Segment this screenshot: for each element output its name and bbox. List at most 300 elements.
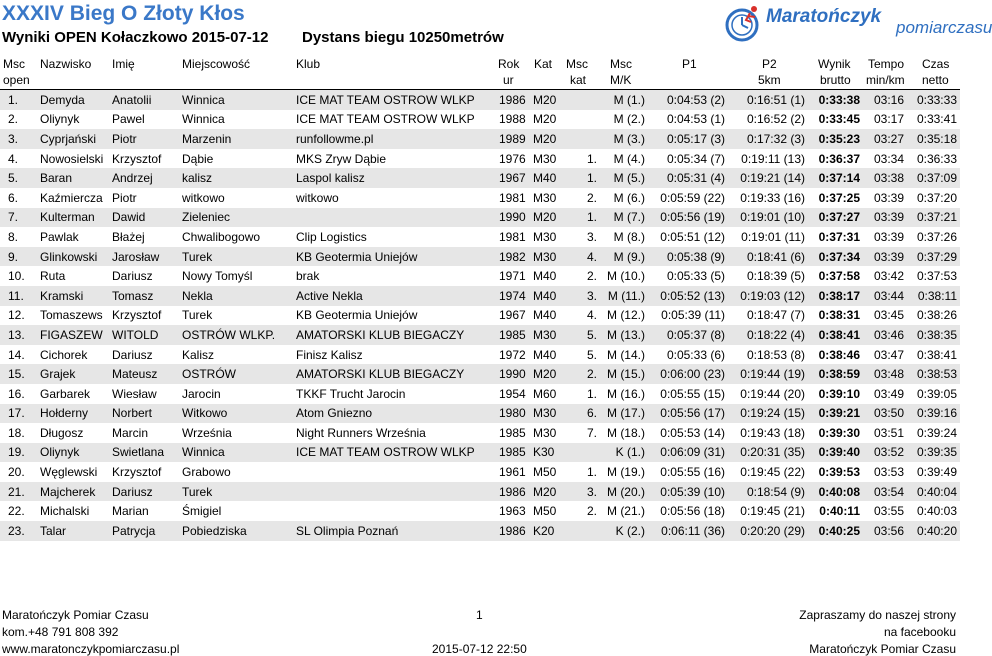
cell-first-name: Piotr bbox=[109, 129, 179, 149]
cell-category: M50 bbox=[533, 504, 557, 519]
footer-phone: kom.+48 791 808 392 bbox=[2, 625, 119, 639]
cell-split-p2: 0:19:45 (22) bbox=[740, 465, 805, 480]
cell-pace: 03:39 bbox=[873, 229, 904, 244]
cell-club: ICE MAT TEAM OSTROW WLKP bbox=[293, 90, 495, 110]
cell-first-name: Błażej bbox=[112, 229, 145, 244]
cell-gender-place: M (18.) bbox=[606, 425, 645, 440]
cell-category: M20 bbox=[533, 112, 557, 127]
cell-birth-year: 1981 bbox=[499, 190, 526, 205]
cell-gross-time: 0:38:31 bbox=[818, 308, 860, 323]
cell-net-time: 0:35:18 bbox=[907, 129, 960, 149]
cell-club: Finisz Kalisz bbox=[296, 347, 363, 362]
cell-net-time: 0:37:53 bbox=[916, 269, 957, 284]
cell-gender-place: M (20.) bbox=[600, 482, 648, 502]
footer-website[interactable]: www.maratonczykpomiarczasu.pl bbox=[2, 642, 180, 656]
cell-category-place: 5. bbox=[562, 325, 600, 345]
cell-gender-place: M (17.) bbox=[600, 404, 648, 424]
cell-split-p1: 0:05:33 (5) bbox=[666, 269, 725, 284]
cell-club: Laspol kalisz bbox=[293, 168, 495, 188]
cell-split-p2: 0:19:45 (21) bbox=[740, 504, 805, 519]
cell-split-p2: 0:18:54 (9) bbox=[728, 482, 808, 502]
cell-first-name: Swietlana bbox=[109, 443, 179, 463]
cell-split-p1: 0:05:53 (14) bbox=[660, 425, 725, 440]
cell-surname: Grajek bbox=[37, 364, 109, 384]
col-msc-open-sub: open bbox=[3, 73, 30, 87]
page-footer bbox=[0, 604, 960, 656]
cell-first-name: Anatolii bbox=[109, 90, 179, 110]
cell-birth-year: 1985 bbox=[495, 443, 529, 463]
cell-first-name: Dariusz bbox=[112, 269, 153, 284]
cell-town: Września bbox=[182, 425, 232, 440]
cell-birth-year: 1985 bbox=[495, 325, 529, 345]
cell-first-name: Pawel bbox=[112, 112, 145, 127]
cell-category: M40 bbox=[533, 347, 557, 362]
cell-gross-time: 0:37:27 bbox=[808, 208, 863, 228]
cell-category-place: 6. bbox=[562, 404, 600, 424]
col-tempo: Tempo bbox=[868, 57, 905, 71]
cell-gross-time: 0:38:17 bbox=[808, 286, 863, 306]
cell-first-name: Piotr bbox=[112, 190, 137, 205]
cell-gender-place: M (11.) bbox=[600, 286, 648, 306]
cell-surname: Tomaszews bbox=[40, 308, 103, 323]
cell-first-name: WITOLD bbox=[109, 325, 179, 345]
cell-net-time: 0:33:33 bbox=[907, 90, 960, 110]
cell-category: M30 bbox=[533, 425, 557, 440]
cell-split-p1: 0:06:00 (23) bbox=[648, 364, 728, 384]
cell-place: 9. bbox=[0, 247, 37, 267]
cell-birth-year: 1954 bbox=[499, 386, 526, 401]
cell-pace: 03:56 bbox=[863, 521, 907, 541]
cell-first-name: Mateusz bbox=[109, 364, 179, 384]
col-msc-open: Msc bbox=[3, 57, 25, 71]
cell-gender-place: M (21.) bbox=[606, 504, 645, 519]
table-row bbox=[0, 149, 960, 169]
cell-split-p1: 0:05:56 (17) bbox=[648, 404, 728, 424]
cell-gender-place: M (6.) bbox=[613, 190, 645, 205]
table-row bbox=[0, 462, 960, 482]
cell-category: M20 bbox=[529, 129, 562, 149]
cell-club: AMATORSKI KLUB BIEGACZY bbox=[293, 364, 495, 384]
cell-category: M30 bbox=[529, 404, 562, 424]
cell-gender-place: M (7.) bbox=[600, 208, 648, 228]
cell-net-time: 0:39:24 bbox=[916, 425, 957, 440]
cell-first-name: Dariusz bbox=[109, 482, 179, 502]
cell-pace: 03:47 bbox=[873, 347, 904, 362]
cell-first-name: Norbert bbox=[109, 404, 179, 424]
cell-net-time: 0:38:35 bbox=[907, 325, 960, 345]
cell-surname: Węglewski bbox=[40, 465, 98, 480]
cell-net-time: 0:37:09 bbox=[907, 168, 960, 188]
cell-surname: FIGASZEW bbox=[37, 325, 109, 345]
col-czas-sub: netto bbox=[922, 73, 949, 87]
footer-company: Maratończyk Pomiar Czasu bbox=[2, 608, 149, 622]
cell-net-time: 0:39:16 bbox=[907, 404, 960, 424]
cell-birth-year: 1967 bbox=[495, 168, 529, 188]
cell-pace: 03:39 bbox=[863, 247, 907, 267]
cell-category-place: 5. bbox=[586, 347, 597, 362]
cell-town: OSTRÓW bbox=[179, 364, 293, 384]
cell-split-p2: 0:20:31 (35) bbox=[728, 443, 808, 463]
cell-first-name: Andrzej bbox=[109, 168, 179, 188]
cell-pace: 03:48 bbox=[863, 364, 907, 384]
cell-category: M30 bbox=[529, 325, 562, 345]
cell-split-p2: 0:19:03 (12) bbox=[728, 286, 808, 306]
cell-birth-year: 1985 bbox=[499, 425, 526, 440]
col-rok: Rok bbox=[498, 57, 520, 71]
cell-category-place: 2. bbox=[586, 269, 597, 284]
cell-split-p1: 0:05:59 (22) bbox=[660, 190, 725, 205]
cell-surname: Majcherek bbox=[37, 482, 109, 502]
cell-split-p1: 0:05:38 (9) bbox=[648, 247, 728, 267]
cell-net-time: 0:39:35 bbox=[907, 443, 960, 463]
cell-split-p1: 0:05:56 (18) bbox=[660, 504, 725, 519]
cell-pace: 03:44 bbox=[863, 286, 907, 306]
cell-pace: 03:42 bbox=[873, 269, 904, 284]
cell-gross-time: 0:40:11 bbox=[819, 504, 860, 519]
cell-category: M20 bbox=[529, 364, 562, 384]
cell-gross-time: 0:33:38 bbox=[808, 90, 863, 110]
cell-split-p1: 0:05:31 (4) bbox=[648, 168, 728, 188]
cell-surname: Cyprjański bbox=[37, 129, 109, 149]
cell-gender-place: M (12.) bbox=[606, 308, 645, 323]
cell-category: M50 bbox=[533, 465, 557, 480]
cell-gross-time: 0:40:25 bbox=[808, 521, 863, 541]
cell-category: M40 bbox=[529, 286, 562, 306]
cell-birth-year: 1972 bbox=[499, 347, 526, 362]
cell-first-name: Wiesław bbox=[112, 386, 157, 401]
cell-club: Atom Gniezno bbox=[293, 404, 495, 424]
cell-surname: Ruta bbox=[40, 269, 66, 284]
cell-split-p1: 0:05:34 (7) bbox=[666, 151, 725, 166]
table-row bbox=[0, 188, 960, 208]
cell-place: 6. bbox=[8, 190, 19, 205]
cell-pace: 03:53 bbox=[873, 465, 904, 480]
cell-category-place bbox=[562, 443, 600, 463]
cell-split-p2: 0:18:47 (7) bbox=[746, 308, 805, 323]
cell-town: Turek bbox=[179, 482, 293, 502]
cell-split-p1: 0:05:56 (19) bbox=[648, 208, 728, 228]
table-row bbox=[0, 247, 960, 267]
col-p2-sub: 5km bbox=[758, 73, 781, 87]
cell-category-place: 4. bbox=[562, 247, 600, 267]
cell-place: 23. bbox=[0, 521, 37, 541]
col-wynik-sub: brutto bbox=[820, 73, 851, 87]
cell-place: 17. bbox=[0, 404, 37, 424]
cell-category-place bbox=[562, 90, 600, 110]
cell-birth-year: 1986 bbox=[495, 90, 529, 110]
cell-gender-place: M (9.) bbox=[600, 247, 648, 267]
cell-gender-place: M (5.) bbox=[600, 168, 648, 188]
cell-club: brak bbox=[296, 269, 320, 284]
cell-net-time: 0:38:26 bbox=[916, 308, 957, 323]
cell-club: AMATORSKI KLUB BIEGACZY bbox=[293, 325, 495, 345]
table-row bbox=[0, 501, 960, 521]
col-kat: Kat bbox=[534, 57, 553, 71]
cell-pace: 03:34 bbox=[873, 151, 904, 166]
cell-gross-time: 0:35:23 bbox=[808, 129, 863, 149]
cell-place: 7. bbox=[0, 208, 37, 228]
cell-first-name: Marcin bbox=[112, 425, 149, 440]
cell-place: 5. bbox=[0, 168, 37, 188]
cell-birth-year: 1967 bbox=[499, 308, 526, 323]
cell-pace: 03:55 bbox=[873, 504, 904, 519]
cell-split-p1: 0:05:51 (12) bbox=[660, 229, 725, 244]
cell-first-name: Patrycja bbox=[109, 521, 179, 541]
maratonczyk-logo bbox=[720, 4, 992, 44]
table-row bbox=[0, 325, 960, 345]
cell-birth-year: 1961 bbox=[499, 465, 526, 480]
table-row bbox=[0, 129, 960, 149]
cell-birth-year: 1982 bbox=[495, 247, 529, 267]
cell-birth-year: 1986 bbox=[495, 521, 529, 541]
cell-place: 8. bbox=[8, 229, 19, 244]
cell-town: Winnica bbox=[179, 90, 293, 110]
cell-category-place: 3. bbox=[562, 286, 600, 306]
event-title: XXXIV Bieg O Złoty Kłos bbox=[2, 2, 245, 25]
cell-split-p1: 0:05:52 (13) bbox=[648, 286, 728, 306]
cell-category: M20 bbox=[529, 482, 562, 502]
cell-split-p1: 0:05:55 (16) bbox=[660, 465, 725, 480]
cell-category: M60 bbox=[533, 386, 557, 401]
cell-birth-year: 1974 bbox=[495, 286, 529, 306]
cell-pace: 03:38 bbox=[863, 168, 907, 188]
cell-split-p2: 0:17:32 (3) bbox=[728, 129, 808, 149]
cell-surname: Glinkowski bbox=[37, 247, 109, 267]
cell-town: Witkowo bbox=[179, 404, 293, 424]
cell-gender-place: M (19.) bbox=[606, 465, 645, 480]
cell-club: SL Olimpia Poznań bbox=[293, 521, 495, 541]
cell-birth-year: 1988 bbox=[499, 112, 526, 127]
cell-surname: Kaźmiercza bbox=[40, 190, 103, 205]
cell-category: M40 bbox=[533, 308, 557, 323]
cell-split-p1: 0:05:39 (11) bbox=[661, 308, 725, 323]
cell-first-name: Krzysztof bbox=[112, 308, 162, 323]
col-msc-kat-sub: kat bbox=[570, 73, 587, 87]
cell-place: 4. bbox=[8, 151, 19, 166]
cell-category-place bbox=[562, 521, 600, 541]
col-msc-mk-sub: M/K bbox=[610, 73, 632, 87]
col-czas: Czas bbox=[922, 57, 950, 71]
cell-town: kalisz bbox=[179, 168, 293, 188]
cell-split-p1: 0:06:09 (31) bbox=[648, 443, 728, 463]
cell-club: runfollowme.pl bbox=[293, 129, 495, 149]
cell-net-time: 0:40:03 bbox=[916, 504, 957, 519]
cell-surname: Pawlak bbox=[40, 229, 79, 244]
col-tempo-sub: min/km bbox=[866, 73, 905, 87]
cell-split-p2: 0:18:39 (5) bbox=[746, 269, 805, 284]
cell-place: 16. bbox=[8, 386, 25, 401]
cell-category: M30 bbox=[529, 247, 562, 267]
cell-split-p1: 0:04:53 (2) bbox=[648, 90, 728, 110]
cell-net-time: 0:40:20 bbox=[907, 521, 960, 541]
cell-surname: Kramski bbox=[37, 286, 109, 306]
table-row bbox=[0, 90, 960, 110]
cell-category-place: 2. bbox=[562, 364, 600, 384]
cell-category-place: 1. bbox=[562, 208, 600, 228]
print-datetime: 2015-07-12 22:50 bbox=[432, 642, 527, 656]
cell-place: 15. bbox=[0, 364, 37, 384]
cell-surname: Kulterman bbox=[37, 208, 109, 228]
cell-place: 21. bbox=[0, 482, 37, 502]
cell-net-time: 0:33:41 bbox=[916, 112, 957, 127]
cell-split-p2: 0:18:22 (4) bbox=[728, 325, 808, 345]
cell-net-time: 0:37:20 bbox=[916, 190, 957, 205]
cell-club bbox=[293, 501, 495, 521]
cell-split-p1: 0:05:39 (10) bbox=[648, 482, 728, 502]
col-p1: P1 bbox=[682, 57, 697, 71]
cell-first-name: Dawid bbox=[109, 208, 179, 228]
cell-net-time: 0:39:49 bbox=[916, 465, 957, 480]
table-row bbox=[0, 423, 960, 443]
cell-pace: 03:49 bbox=[873, 386, 904, 401]
cell-club: witkowo bbox=[296, 190, 339, 205]
cell-category-place bbox=[562, 129, 600, 149]
runner-logo-icon bbox=[720, 4, 764, 44]
cell-place: 19. bbox=[0, 443, 37, 463]
cell-net-time: 0:37:26 bbox=[916, 229, 957, 244]
cell-split-p1: 0:05:55 (15) bbox=[660, 386, 725, 401]
cell-club: Clip Logistics bbox=[296, 229, 367, 244]
cell-category-place: 7. bbox=[586, 425, 597, 440]
distance-label: Dystans biegu 10250metrów bbox=[302, 29, 504, 46]
cell-town: Chwalibogowo bbox=[182, 229, 261, 244]
cell-category-place: 1. bbox=[586, 151, 597, 166]
cell-surname: Demyda bbox=[37, 90, 109, 110]
cell-place: 3. bbox=[0, 129, 37, 149]
cell-gender-place: M (8.) bbox=[613, 229, 645, 244]
cell-split-p2: 0:19:01 (10) bbox=[728, 208, 808, 228]
cell-place: 1. bbox=[0, 90, 37, 110]
footer-facebook: na facebooku bbox=[883, 625, 956, 639]
cell-gender-place: M (16.) bbox=[606, 386, 645, 401]
cell-gross-time: 0:37:31 bbox=[818, 229, 860, 244]
cell-category-place: 3. bbox=[562, 482, 600, 502]
col-rok-sub: ur bbox=[503, 73, 514, 87]
cell-club: KB Geotermia Uniejów bbox=[296, 308, 418, 323]
table-row bbox=[0, 208, 960, 228]
cell-gross-time: 0:39:10 bbox=[818, 386, 860, 401]
table-row bbox=[0, 110, 960, 130]
cell-category: M30 bbox=[533, 151, 557, 166]
cell-split-p2: 0:18:53 (8) bbox=[746, 347, 805, 362]
col-nazwisko: Nazwisko bbox=[40, 57, 92, 71]
cell-split-p1: 0:05:17 (3) bbox=[648, 129, 728, 149]
cell-town: Turek bbox=[179, 247, 293, 267]
cell-category: M40 bbox=[529, 168, 562, 188]
cell-surname: Oliynyk bbox=[37, 443, 109, 463]
cell-town: Turek bbox=[182, 308, 213, 323]
cell-surname: Hołderny bbox=[37, 404, 109, 424]
cell-category-place: 4. bbox=[586, 308, 597, 323]
cell-pace: 03:17 bbox=[873, 112, 904, 127]
cell-split-p2: 0:16:52 (2) bbox=[746, 112, 805, 127]
cell-place: 11. bbox=[0, 286, 37, 306]
cell-split-p1: 0:06:11 (36) bbox=[648, 521, 728, 541]
cell-club bbox=[293, 462, 495, 482]
cell-split-p2: 0:19:21 (14) bbox=[728, 168, 808, 188]
cell-pace: 03:54 bbox=[863, 482, 907, 502]
cell-split-p2: 0:19:24 (15) bbox=[728, 404, 808, 424]
table-row bbox=[0, 286, 960, 306]
cell-club: MKS Zryw Dąbie bbox=[296, 151, 387, 166]
cell-birth-year: 1980 bbox=[495, 404, 529, 424]
table-row bbox=[0, 306, 960, 326]
cell-category: M20 bbox=[529, 208, 562, 228]
cell-first-name: Jarosław bbox=[109, 247, 179, 267]
table-row bbox=[0, 384, 960, 404]
cell-net-time: 0:36:33 bbox=[916, 151, 957, 166]
cell-club: ICE MAT TEAM OSTROW WLKP bbox=[293, 443, 495, 463]
cell-split-p2: 0:16:51 (1) bbox=[728, 90, 808, 110]
cell-club bbox=[293, 208, 495, 228]
col-msc-mk: Msc bbox=[610, 57, 632, 71]
cell-surname: Talar bbox=[37, 521, 109, 541]
cell-net-time: 0:40:04 bbox=[907, 482, 960, 502]
cell-split-p2: 0:20:20 (29) bbox=[728, 521, 808, 541]
cell-split-p2: 0:19:33 (16) bbox=[740, 190, 805, 205]
cell-category: M30 bbox=[533, 190, 557, 205]
logo-subname: pomiarczasu bbox=[896, 18, 992, 37]
cell-gross-time: 0:39:30 bbox=[818, 425, 860, 440]
cell-category-place: 3. bbox=[586, 229, 597, 244]
cell-town: Winnica bbox=[182, 112, 225, 127]
cell-category: M20 bbox=[529, 90, 562, 110]
cell-category: K20 bbox=[529, 521, 562, 541]
cell-surname: Cichorek bbox=[40, 347, 88, 362]
cell-gender-place: M (4.) bbox=[613, 151, 645, 166]
col-p2: P2 bbox=[762, 57, 777, 71]
cell-place: 14. bbox=[8, 347, 25, 362]
cell-place: 18. bbox=[8, 425, 25, 440]
cell-first-name: Tomasz bbox=[109, 286, 179, 306]
cell-club: ICE MAT TEAM OSTROW WLKP bbox=[296, 112, 475, 127]
cell-gross-time: 0:40:08 bbox=[808, 482, 863, 502]
cell-surname: Długosz bbox=[40, 425, 84, 440]
cell-split-p2: 0:18:41 (6) bbox=[728, 247, 808, 267]
cell-club bbox=[293, 482, 495, 502]
cell-place: 12. bbox=[8, 308, 25, 323]
cell-gross-time: 0:36:37 bbox=[818, 151, 860, 166]
cell-club: Active Nekla bbox=[293, 286, 495, 306]
cell-pace: 03:27 bbox=[863, 129, 907, 149]
cell-town: witkowo bbox=[182, 190, 225, 205]
cell-place: 10. bbox=[8, 269, 25, 284]
table-row bbox=[0, 482, 960, 502]
page-header bbox=[0, 0, 992, 52]
results-table bbox=[0, 90, 960, 541]
results-subtitle: Wyniki OPEN Kołaczkowo 2015-07-12 bbox=[2, 29, 269, 46]
cell-town: Grabowo bbox=[182, 465, 231, 480]
cell-split-p2: 0:19:01 (11) bbox=[741, 229, 805, 244]
cell-gender-place: M (15.) bbox=[600, 364, 648, 384]
cell-gender-place: M (2.) bbox=[613, 112, 645, 127]
cell-gender-place: M (13.) bbox=[600, 325, 648, 345]
footer-brand: Maratończyk Pomiar Czasu bbox=[809, 642, 956, 656]
cell-town: Śmigiel bbox=[182, 504, 222, 519]
cell-gender-place: M (3.) bbox=[600, 129, 648, 149]
col-wynik: Wynik bbox=[818, 57, 851, 71]
col-miejscowosc: Miejscowość bbox=[182, 57, 251, 71]
cell-birth-year: 1971 bbox=[499, 269, 526, 284]
col-klub: Klub bbox=[296, 57, 321, 71]
table-row bbox=[0, 364, 960, 384]
cell-category-place: 2. bbox=[586, 504, 597, 519]
cell-birth-year: 1963 bbox=[499, 504, 526, 519]
cell-place: 20. bbox=[8, 465, 25, 480]
cell-gross-time: 0:37:14 bbox=[808, 168, 863, 188]
cell-split-p2: 0:19:44 (19) bbox=[728, 364, 808, 384]
cell-surname: Baran bbox=[37, 168, 109, 188]
